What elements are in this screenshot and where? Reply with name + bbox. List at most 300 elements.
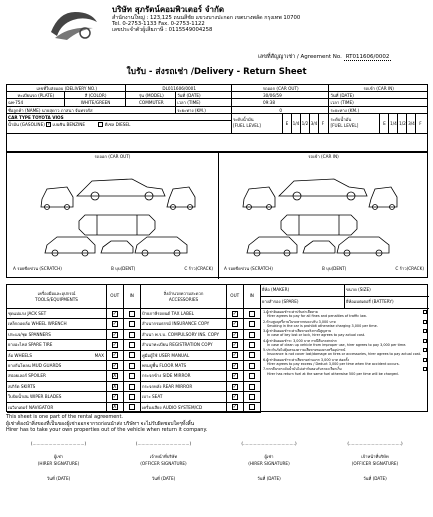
- accessory-out-cell: [227, 309, 244, 318]
- info-row-1: [7, 85, 427, 92]
- car-out-label: รถออก (CAR OUT): [232, 85, 330, 91]
- company-name: บริษัท สุภรัตน์คอมพิวเตอร์ จำกัด: [112, 5, 225, 14]
- accessory-out-checkbox[interactable]: ✓: [232, 373, 237, 380]
- time-in-label: เวลา (TIME): [330, 100, 354, 106]
- fuel-scale-three-quarter: 3/4: [309, 114, 318, 133]
- signature-date: วันที่ (DATE): [46, 476, 71, 481]
- car-in-diagram: [239, 163, 399, 263]
- accessory-out-checkbox[interactable]: ✓: [232, 383, 237, 390]
- tool-out-checkbox[interactable]: ✓: [112, 362, 117, 369]
- accessory-item-label: สำเนาทะเบียน REGISTRATION COPY: [142, 342, 213, 348]
- agreement-label: เลขที่สัญญาเช่า / Agreement No.: [258, 54, 342, 60]
- tool-item: [7, 330, 106, 340]
- term-th: 5.ประกันภัยไม่คุ้มครองความเสียหายของยางหรืออุปกรณ์: [263, 348, 346, 353]
- tool-item: [7, 351, 106, 361]
- tool-check-row: [107, 392, 140, 402]
- tool-in-checkbox[interactable]: [129, 342, 135, 348]
- tool-item-label: ล้อ WHEELS: [8, 352, 32, 358]
- term-checkbox[interactable]: [423, 348, 427, 352]
- accessory-check-row: [227, 309, 260, 319]
- term-en: In case of clean up vehicle from improper use, hirer agrees to pay 3,000 per time.: [267, 342, 407, 347]
- footer-note: This sheet is one part of the rental agreement.: [6, 414, 124, 420]
- color-value: WHITE/GREEN: [65, 99, 127, 105]
- accessory-in-cell: [244, 382, 260, 391]
- tool-out-cell: [107, 361, 124, 370]
- tool-check-row: [107, 361, 140, 371]
- diesel-checkbox[interactable]: [98, 122, 103, 127]
- accessory-out-cell: [227, 351, 244, 360]
- fuel-scale-in-quarter: 1/4: [388, 114, 397, 133]
- tool-in-checkbox[interactable]: [129, 384, 135, 390]
- tool-in-cell: [124, 340, 140, 349]
- tool-in-checkbox[interactable]: [129, 352, 135, 358]
- accessory-in-checkbox[interactable]: [249, 404, 255, 410]
- car-type-label: CAR TYPE TOYOTA VIOS: [8, 114, 231, 121]
- accessory-in-cell: [244, 351, 260, 360]
- term-en: Insurance is not cover lost/damage on tires or accessories, hirer agrees to pay actual cost.: [267, 352, 421, 357]
- date-out-label: วันที่ (DATE): [176, 92, 232, 98]
- accessory-in-cell: [244, 340, 260, 349]
- accessory-check-row: [227, 382, 260, 392]
- accessory-in-checkbox[interactable]: [249, 384, 255, 390]
- diagram-divider: [218, 153, 219, 279]
- signature-date: วันที่ (DATE): [363, 476, 387, 481]
- term-en: Hirer agrees to pay excess / Deduct 3,000 per time when the accident occurs.: [267, 361, 400, 366]
- accessory-in-checkbox[interactable]: [249, 373, 255, 379]
- tool-in-checkbox[interactable]: [129, 311, 135, 317]
- tool-out-cell: [107, 330, 124, 339]
- signature-role: (HIRER SIGNATURE): [248, 461, 290, 466]
- color-label: สี (COLOR): [65, 92, 127, 98]
- footer-notes: [6, 414, 428, 434]
- footer-note-th: ผู้เช่าต้องนำสิ่งของที่เป็นของผู้เช่าออกจากรถก่อนนำส่ง บริษัทฯ จะไม่รับผิดชอบใดๆทั้งสิ้น: [6, 420, 195, 427]
- accessory-in-checkbox[interactable]: [249, 321, 255, 327]
- legend-scratch: A รอยขีดข่วน (SCRATCH): [13, 266, 62, 271]
- fuel-level-in-th: ระดับน้ำมัน: [330, 116, 352, 122]
- mileage-in-label: ระยะทาง (KM.): [330, 107, 360, 113]
- accessory-item: [141, 340, 226, 350]
- terms-panel: [261, 285, 429, 413]
- date-in-label: วันที่ (DATE): [330, 93, 354, 99]
- tool-item-label: เหล็กถอดล้อ WHEEL WRENCH: [8, 321, 67, 327]
- tool-item-label: สเกิร์ต SKIRTS: [8, 383, 36, 389]
- accessories-title-th: สิ่งอำนวยความสะดวก: [163, 291, 204, 296]
- tool-out-cell: [107, 340, 124, 349]
- info-row-4: [7, 107, 427, 114]
- tools-in-label: IN: [129, 293, 134, 298]
- fuel-scale-e: E: [282, 114, 291, 133]
- fuel-level-out-en: [FUEL LEVEL]: [232, 122, 261, 128]
- signature-line: (.......................................): [241, 441, 297, 446]
- legend-in-dent: B บุบ(DENT): [321, 266, 347, 271]
- model-label: รุ่น (MODEL): [126, 92, 176, 98]
- accessory-in-cell: [244, 330, 260, 339]
- customer-name-value: นายสุดาว ภาสนา จันทรจรัส: [41, 107, 93, 113]
- signature-th: ผู้เช่า: [53, 454, 64, 459]
- signature-hirer-out: [6, 440, 111, 482]
- legend-in: [224, 267, 424, 272]
- spare-label: ยางสำรอง (SPARE): [261, 297, 345, 308]
- tool-item-label: เนวิเกเตอร์ NAVIGATOR: [8, 404, 54, 410]
- agreement-number: [258, 54, 428, 60]
- tools-list: [7, 309, 106, 413]
- tool-check-row: [107, 403, 140, 413]
- accessory-out-checkbox[interactable]: ✓: [232, 362, 237, 369]
- tool-item-label: สปอยเลอร์ SPOILER: [8, 373, 46, 379]
- fuel-scale-half: 1/2: [300, 114, 309, 133]
- accessory-item: [141, 403, 226, 413]
- tool-in-cell: [124, 361, 140, 370]
- car-out-diagram-label: รถออก (CAR OUT): [94, 154, 131, 159]
- accessory-in-checkbox[interactable]: [249, 332, 255, 338]
- maker-label: ยี่ห้อ (MAKER): [261, 285, 345, 296]
- accessory-in-checkbox[interactable]: [249, 363, 255, 369]
- tool-item-label: ชุดแม่แรง JACK SET: [8, 311, 47, 316]
- term-item: [263, 310, 427, 318]
- tool-check-row: [107, 382, 140, 392]
- customer-name-label: ชื่อลูกค้า (NAME): [8, 107, 41, 113]
- fuel-level-out: [232, 114, 330, 133]
- mileage-label: ระยะทาง (KM.): [176, 107, 232, 113]
- tools-out-label: OUT: [107, 285, 124, 308]
- tool-item: [7, 371, 106, 381]
- tool-item: [7, 361, 106, 371]
- tool-out-cell: [107, 351, 124, 360]
- mileage-value: 0: [232, 107, 330, 113]
- tool-check-row: [107, 319, 140, 329]
- info-row-2: [7, 92, 427, 99]
- term-item: [263, 348, 427, 356]
- tool-out-checkbox[interactable]: ✓: [112, 342, 117, 349]
- term-th: 2.ห้ามสูบบุหรี่ภายในรถหากพบจะปรับ 3,000 บาท: [263, 319, 336, 324]
- company-phone: Tel. 0-2753-1133 Fax. 0-2753-1122: [112, 21, 205, 28]
- legend-crack: C ร้าว(CRACK): [184, 266, 213, 271]
- accessory-out-checkbox[interactable]: ✓: [232, 321, 237, 328]
- signature-th: เจ้าหน้าที่บริษัท: [361, 454, 389, 459]
- term-item: [263, 339, 427, 347]
- term-item: [263, 329, 427, 337]
- accessory-item: [141, 392, 226, 402]
- signatures: [6, 440, 428, 482]
- tool-in-cell: [124, 382, 140, 391]
- date-out-text: 30/06/59: [262, 93, 282, 99]
- accessory-out-checkbox[interactable]: ✓: [232, 331, 237, 338]
- accessory-out-cell: [227, 392, 244, 401]
- accessory-item-label: ป้ายภาษีรถยนต์ TAX LABEL: [142, 311, 194, 316]
- accessory-in-cell: [244, 319, 260, 328]
- diesel-label: ดีเซล DIESEL: [104, 121, 131, 127]
- accessory-check-row: [227, 371, 260, 381]
- signature-date: วันที่ (DATE): [257, 476, 281, 481]
- fuel-level-in: [329, 114, 427, 133]
- benzine-checkbox[interactable]: ✓: [47, 122, 51, 128]
- tool-check-row: [107, 309, 140, 319]
- accessory-in-cell: [244, 392, 260, 401]
- tool-in-cell: [124, 330, 140, 339]
- tool-check-row: [107, 351, 140, 361]
- signature-officer-in: [322, 440, 428, 482]
- accessory-out-cell: [227, 319, 244, 328]
- accessory-in-cell: [244, 361, 260, 370]
- maker-size-row: [261, 285, 429, 297]
- tool-out-cell: [107, 309, 124, 318]
- company-logo: [45, 6, 103, 44]
- term-checkbox[interactable]: [423, 329, 427, 333]
- term-item: [263, 358, 427, 366]
- accessory-item: [141, 371, 226, 381]
- signature-line: (.......................................): [135, 441, 192, 446]
- term-th: 6.ผู้เช่ายินยอมชำระค่าเสียหายส่วนแรก 3,000 บาท ต่อครั้ง: [263, 357, 350, 362]
- damage-diagram-area: [6, 152, 428, 278]
- tool-item-label: ประแจ/ชุด SPANNERS: [8, 331, 51, 337]
- accessory-item-label: สำเนากรมธรรม์ INSURANCE COPY: [142, 321, 210, 327]
- tool-in-checkbox[interactable]: [129, 373, 135, 379]
- accessories-boxes: [227, 309, 260, 413]
- tool-out-checkbox[interactable]: ✓: [112, 331, 117, 338]
- legend-in-scratch: A รอยขีดข่วน (SCRATCH): [224, 266, 273, 271]
- tools-column: [7, 285, 107, 413]
- term-en: Smoking in the car is prohibit otherwise charging 3,000 per time.: [267, 323, 378, 328]
- accessory-in-cell: [244, 371, 260, 380]
- accessory-item: [141, 351, 226, 361]
- accessory-out-checkbox[interactable]: ✓: [232, 404, 237, 411]
- accessory-out-cell: [227, 382, 244, 391]
- signature-role: (OFFICER SIGNATURE): [140, 461, 187, 466]
- battery-label: ยี่ห้อแบตเตอรี่ (BATTERY): [346, 299, 394, 304]
- tool-item-extra: MAX: [94, 352, 104, 358]
- plate-value: ฉพ-754: [7, 99, 65, 105]
- accessory-item: [141, 309, 226, 319]
- accessories-checks-header: [227, 285, 260, 309]
- accessory-item-label: คู่มือผู้ใช้ USER MANUAL: [142, 352, 190, 358]
- fuel-type-label: น้ำมัน (GASOLINE): [8, 121, 45, 127]
- company-tax-id: เลขประจำตัวผู้เสียภาษี : 0115549004258: [112, 27, 213, 34]
- accessory-check-row: [227, 340, 260, 350]
- accessory-in-cell: [244, 309, 260, 318]
- term-th: 3.ผู้เช่ายินยอมชำระค่าเสียหายจริงกรณีสูญหาย: [263, 329, 332, 334]
- terms-list: [261, 309, 429, 378]
- term-item: [263, 320, 427, 328]
- company-header: [112, 5, 352, 34]
- customer-name: [7, 107, 176, 113]
- term-checkbox[interactable]: [423, 320, 427, 324]
- accessory-item: [141, 361, 226, 371]
- accessory-in-checkbox[interactable]: [249, 311, 255, 317]
- tool-out-checkbox[interactable]: X: [113, 383, 117, 390]
- tool-in-cell: [124, 371, 140, 380]
- accessory-out-checkbox[interactable]: ✓: [232, 394, 237, 401]
- fuel-level-in-label: [329, 114, 379, 133]
- accessory-item-label: เบาะ SEAT: [142, 394, 163, 400]
- legend-out: [13, 267, 213, 272]
- tool-check-row: [107, 330, 140, 340]
- signature-role: (OFFICER SIGNATURE): [351, 461, 399, 466]
- tool-out-cell: [107, 382, 124, 391]
- accessory-check-row: [227, 319, 260, 329]
- signature-hirer-in: [216, 440, 322, 482]
- term-en: Hirer agrees to pay for all fines and penalties of traffic law.: [267, 314, 367, 319]
- info-row-3: [7, 99, 427, 106]
- accessories-title-en: ACCESSORIES: [168, 297, 199, 302]
- tool-item-label: ใบปัดน้ำฝน WIPER BLADES: [8, 394, 62, 400]
- fuel-scale-out: [282, 114, 327, 133]
- tool-in-checkbox[interactable]: [129, 394, 135, 400]
- term-checkbox[interactable]: [423, 310, 427, 314]
- legend-dent: B บุบ(DENT): [110, 266, 136, 271]
- car-out-diagram: [37, 163, 197, 263]
- accessory-in-checkbox[interactable]: [249, 352, 255, 358]
- delivery-no-value: DL011606/0001: [126, 85, 232, 91]
- tools-title-th: เครื่องมือและอุปกรณ์: [37, 291, 76, 296]
- agreement-value: RT011606/0002: [345, 54, 390, 60]
- plate-label: ทะเบียนรถ (PLATE): [7, 92, 65, 98]
- time-out-text: 09:38: [262, 100, 276, 106]
- term-checkbox[interactable]: [423, 358, 427, 362]
- tool-out-cell: [107, 371, 124, 380]
- fuel-scale-f: F: [318, 114, 327, 133]
- accessories-list: [141, 309, 226, 413]
- tool-item-label: ยางกันโคลน MUD GUARDS: [8, 362, 62, 368]
- tool-out-checkbox[interactable]: X: [113, 404, 117, 411]
- spare-battery-row: [261, 297, 429, 309]
- company-address: สำนักงานใหญ่ : 123,125 ถนนสีชัย แขวงบางปะกอก เขตบางพลัด กรุงเทพ 10700: [112, 15, 301, 21]
- term-item: [263, 367, 427, 375]
- car-in-diagram-label: รถเข้า (CAR IN): [308, 154, 339, 159]
- tool-in-cell: [124, 319, 140, 328]
- tool-out-checkbox[interactable]: ✓: [112, 352, 117, 359]
- date-out-value: [232, 92, 330, 98]
- tool-out-checkbox[interactable]: ✓: [112, 321, 117, 328]
- tool-item: [7, 382, 106, 392]
- accessory-item-label: สำเนา พ.ร.บ. COMPULSORY INS. COPY: [142, 331, 220, 337]
- tool-check-row: [107, 340, 140, 350]
- delivery-no-label: เลขที่ใบส่งมอบ (DELIVERY NO.): [7, 85, 126, 91]
- fuel-type-row: [8, 121, 231, 129]
- term-th: 4.ผู้เช่ายินยอมชำระ 3,000 บาท กรณีคืนรถสกปรก: [263, 338, 337, 343]
- model-value: COMMUTER: [126, 99, 176, 105]
- accessory-in-checkbox[interactable]: [249, 394, 255, 400]
- benzine-label: เบนซิน BENZINE: [52, 121, 86, 127]
- tool-in-checkbox[interactable]: [129, 363, 135, 369]
- fuel-scale-in-half: 1/2: [397, 114, 406, 133]
- signature-th: ผู้เช่า: [264, 454, 274, 459]
- fuel-level-out-th: ระดับน้ำมัน: [232, 116, 254, 122]
- signature-date: วันที่ (DATE): [151, 476, 176, 481]
- tools-title-en: TOOLS/EQUIPMENTS: [35, 297, 78, 302]
- accessory-check-row: [227, 351, 260, 361]
- tool-out-cell: [107, 403, 124, 412]
- accessory-item-label: เครื่องเสียง AUDIO SYSTEM/CD: [142, 404, 203, 410]
- tool-out-checkbox[interactable]: X: [113, 373, 117, 380]
- accessory-out-cell: [227, 403, 244, 412]
- term-checkbox[interactable]: [423, 367, 427, 371]
- signature-line: (.......................................): [347, 441, 403, 446]
- tool-item-label: ยางอะไหล่ SPARE TIRE: [8, 342, 53, 348]
- signature-officer-out: [111, 440, 216, 482]
- car-in-label: รถเข้า (CAR IN): [363, 86, 394, 91]
- accessory-out-cell: [227, 361, 244, 370]
- tool-item: [7, 392, 106, 402]
- accessory-out-checkbox[interactable]: ✓: [232, 352, 237, 359]
- signature-line: (.......................................): [30, 441, 87, 446]
- tool-item: [7, 403, 106, 413]
- vehicle-info-table: [6, 84, 428, 152]
- fuel-scale-in-three-quarter: 3/4: [406, 114, 415, 133]
- equipment-section: [6, 284, 428, 412]
- car-type-block: [7, 114, 232, 133]
- acc-out-label: OUT: [227, 285, 244, 308]
- accessory-check-row: [227, 330, 260, 340]
- tool-out-checkbox[interactable]: ✓: [112, 310, 117, 317]
- acc-in-label: IN: [249, 293, 254, 298]
- tool-item: [7, 340, 106, 350]
- term-th: 7.หากคืนรถระดับน้ำมันไม่เท่ากับตอนรับรถจะเรียกเก็บ: [263, 367, 342, 372]
- tools-header: [7, 285, 106, 309]
- tool-in-cell: [124, 309, 140, 318]
- accessory-out-cell: [227, 330, 244, 339]
- accessory-check-row: [227, 403, 260, 413]
- accessory-in-checkbox[interactable]: [249, 342, 255, 348]
- tool-check-row: [107, 371, 140, 381]
- accessory-out-checkbox[interactable]: ✓: [232, 310, 237, 317]
- accessory-out-cell: [227, 340, 244, 349]
- legend-in-crack: C ร้าว(CRACK): [395, 266, 424, 271]
- accessory-item-label: กระจกหลัง REAR MIRROR: [142, 383, 193, 389]
- accessory-item-label: กระจกข้าง SIDE MIRROR: [142, 373, 191, 379]
- tool-in-cell: [124, 403, 140, 412]
- fuel-level-out-label: [232, 114, 282, 133]
- footer-note-en: Hirer has to take your own properties out of the vehicle when return it company.: [6, 427, 208, 433]
- accessory-item: [141, 330, 226, 340]
- term-en: In case of key lost or lock, hirer agrees to pay actual cost.: [267, 333, 366, 338]
- accessory-item-label: พรมปูพื้น FLOOR MATS: [142, 362, 187, 368]
- tool-item: [7, 309, 106, 319]
- tool-out-cell: [107, 319, 124, 328]
- tools-boxes: [107, 309, 140, 413]
- tool-in-checkbox[interactable]: [129, 332, 135, 338]
- info-row-fuel: [7, 114, 427, 134]
- accessory-item: [141, 319, 226, 329]
- time-out-value: [232, 99, 330, 105]
- doc-title: ใบรับ - ส่งรถเช่า /Delivery - Return Sheet: [126, 67, 307, 77]
- accessory-in-cell: [244, 403, 260, 412]
- signature-th: เจ้าหน้าที่บริษัท: [149, 454, 178, 459]
- accessory-item: [141, 382, 226, 392]
- tools-checks: [107, 285, 141, 413]
- tool-in-cell: [124, 392, 140, 401]
- size-label: ขนาด (SIZE): [346, 287, 371, 292]
- tool-in-cell: [124, 351, 140, 360]
- tool-in-checkbox[interactable]: [129, 404, 135, 410]
- accessory-out-checkbox[interactable]: ✓: [232, 342, 237, 349]
- term-en: Hirer has return fuel at the same fuel otherwise 500 per time will be charged.: [267, 371, 399, 376]
- fuel-level-in-en: [FUEL LEVEL]: [330, 122, 359, 128]
- accessories-checks: [227, 285, 261, 413]
- accessory-out-cell: [227, 371, 244, 380]
- accessories-column: [141, 285, 227, 413]
- term-checkbox[interactable]: [423, 339, 427, 343]
- time-out-label: เวลา (TIME): [176, 99, 232, 105]
- tool-out-checkbox[interactable]: ✓: [112, 394, 117, 401]
- accessory-check-row: [227, 361, 260, 371]
- fuel-scale-in-e: E: [379, 114, 388, 133]
- accessory-check-row: [227, 392, 260, 402]
- tool-in-checkbox[interactable]: [129, 321, 135, 327]
- tool-out-cell: [107, 392, 124, 401]
- fuel-scale-in: [379, 114, 424, 133]
- term-th: 1.ผู้เช่ายินยอมชำระค่าปรับค่าเสียหาย: [263, 310, 318, 314]
- tool-item: [7, 319, 106, 329]
